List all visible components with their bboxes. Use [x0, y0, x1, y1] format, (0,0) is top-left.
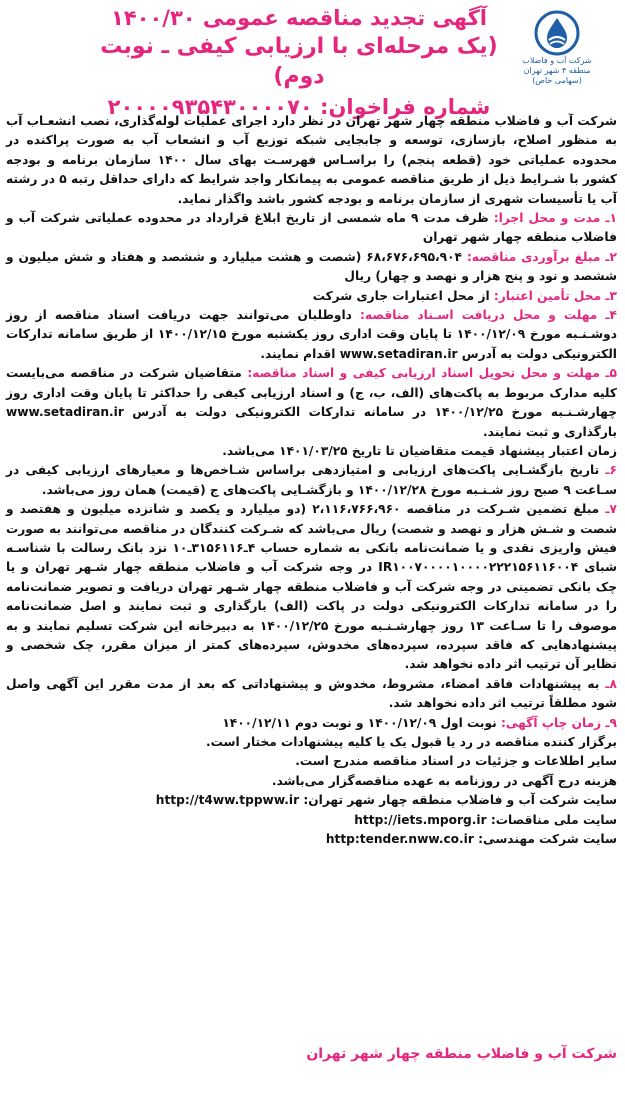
website-label: سایت شرکت آب و فاضلاب منطقه چهار شهر تهران: [299, 793, 617, 808]
website-line [6, 830, 617, 849]
section-7 [6, 500, 617, 675]
website-label: سایت ملی مناقصات: [486, 812, 617, 827]
website-label: سایت شرکت مهندسی: [473, 832, 617, 847]
section-tail: اقدام نمایند. [260, 346, 340, 361]
section-1 [6, 209, 617, 248]
closing-line: سایر اطلاعات و جزئیات در اسناد مناقصه مندرج است. [295, 754, 617, 769]
section-3 [6, 287, 617, 306]
section-2 [6, 248, 617, 287]
logo-line-region: منطقه ۴ شهر تهران [523, 66, 591, 75]
notice-title: آگهی تجدید مناقصه عمومی ۱۴۰۰/۳۰ [111, 6, 487, 30]
section-title: ۸ـ [599, 676, 617, 691]
call-number: شماره فراخوان: ۲۰۰۰۰۹۳۵۴۳۰۰۰۰۷۰ [107, 95, 491, 119]
website-url[interactable]: http://t4ww.tppww.ir [155, 793, 300, 808]
section-title: ۹ـ زمان چاپ آگهی: [496, 715, 617, 730]
section-body: به پیشنهادات فاقد امضاء، مشروط، مخدوش و پیشنهاداتی که بعد از مدت مقرر این آگهی واصل شود مطلقاً ترتیب اثر داده نخواهد شد. [6, 676, 617, 711]
section-title: ۳ـ محل تأمین اعتبار: [489, 288, 617, 303]
validity-text: زمان اعتبار پیشنهاد قیمت متقاضیان تا تاریخ ۱۴۰۱/۰۳/۲۵ می‌باشد. [222, 443, 617, 458]
section-6 [6, 461, 617, 500]
section-8 [6, 675, 617, 714]
website-url[interactable]: http://iets.mporg.ir [354, 812, 487, 827]
section-title: ۷ـ [599, 502, 617, 517]
website-line [6, 791, 617, 810]
section-9 [6, 714, 617, 733]
section-title: ۱ـ مدت و محل اجرا: [488, 211, 617, 226]
logo-line-type: (سهامی خاص) [532, 76, 582, 85]
section-body: متقاضیان شرکت در مناقصه می‌بایست کلیه مدارک مربوط به پاکت‌های (الف، ب، ج) و اسناد ارزیابی کیفی را حداکثر تا پایان وقت اداری روز چهارشـنـبه مورخ ۱۴۰۰/۱۲/۲۵ در سامانه تدارکات الکترونیکی دولت به آدرس [6, 366, 617, 420]
section-body: داوطلبان می‌توانند جهت دریافت اسناد مناقصه از روز دوشـنـبه مورخ ۱۴۰۰/۱۲/۰۹ تا پایان وقت اداری روز یکشنبه مورخ ۱۴۰۰/۱۲/۱۵ از طریق سامانه تدارکات الکترونیکی دولت به آدرس [6, 308, 617, 361]
setadiran-link[interactable]: www.setadiran.ir [339, 346, 458, 361]
setadiran-link[interactable]: www.setadiran.ir [6, 405, 124, 420]
company-logo [512, 10, 602, 102]
section-body: از محل اعتبارات جاری شرکت [312, 288, 490, 303]
intro-paragraph: شرکت آب و فاضلاب منطقه چهار شهر تهران در نظر دارد اجرای عملیات لوله‌گذاری، نصب انشعـاب آب به منظور اصلاح، بازسازی، توسعه و جابجایی شبکه توزیع آب و انشعاب آب به صورت پراکنده در محدوده عملیاتی خود (قطعه پنجم) را براسـاس فهرسـت بهای سال ۱۴۰۰ سازمان برنامه و بودجه کشور با شـرایط ذیل از طریق مناقصه عمومی به پیمانکار واجد شرایط که دارای حداقل رتبه ۵ در رشته آب یا تأسیسات شهری از سازمان برنامه و بودجه کشور باشد واگذار نماید. [6, 114, 618, 206]
title-block [90, 4, 508, 122]
section-title: ۶ـ [599, 463, 617, 478]
section-body: ۶۸،۶۷۶،۶۹۵،۹۰۴ (شصت و هشت میلیارد و ششصد و هفتاد و شش میلیون و ششصد و نود و پنج هزار و نهصد و چهار) ریال [6, 249, 617, 284]
section-body: مبلغ تضمین شـرکت در مناقصه ۲،۱۱۶،۷۶۶،۹۶۰ (دو میلیارد و یکصد و شانزده میلیون و هفتصد و شصت و شـش هزار و نهصد و شصت) ریال می‌باشد که شـرکت کنندگان در مناقصه می‌توانند به صورت فیش واریزی نقدی و یا ضمانت‌نامه بانکی به شماره حساب ۴ـ۳۱۵۶۱۱۶ـ۱۰ نزد بانک رسالت با شناسـه شبای IR۱۰۰۷۰۰۰۰۱۰۰۰۰۲۲۲۱۵۶۱۱۶۰۰۴ در وجه شرکت آب و فاضلاب منطقه چهار شـهر تهران و یا چک بانکی تضمینی در وجه شرکت آب و فاضلاب منطقه چهار شـهر تهران دریافت و تصویر ضمانت‌نامه را در سامانه تدارکات الکترونیکی دولت در پاکت (الف) بارگذاری و ثبت نمایند و اصل ضمانت‌نامه موصوف را تا سـاعت ۱۳ روز چهارشـنـبه مورخ ۱۴۰۰/۱۲/۲۵ به دبیرخانه این شرکت تسلیم نمایند و به پیشنهادهایی که فاقد سپرده، سپرده‌های مخدوش، سپرده‌های کمتر از میزان مقرر، چک شخصی و نظایر آن ترتیب اثر داده نخواهد شد. [6, 502, 618, 672]
website-url[interactable]: http:tender.nww.co.ir [325, 832, 474, 847]
section-body: نوبت اول ۱۴۰۰/۱۲/۰۹ و نوبت دوم ۱۴۰۰/۱۲/۱۱ [222, 715, 497, 730]
notice-subtitle: (یک مرحله‌ای با ارزیابی کیفی ـ نوبت دوم) [100, 34, 498, 89]
section-title: ۴ـ مهلت و محل دریافت اسـناد مناقصه: [351, 308, 617, 323]
closing-line: برگزار کننده مناقصه در رد یا قبول یک یا کلیه پیشنهادات مختار است. [205, 735, 617, 749]
logo-line-company: شرکت آب و فاضلاب [522, 56, 592, 65]
section-title: ۵ـ مهلت و محل تحویل اسناد ارزیابی کیفی و اسناد مناقصه: [241, 366, 617, 381]
website-line [6, 811, 617, 830]
validity-note [6, 442, 617, 461]
closing-line: هزینه درج آگهی در روزنامه به عهده مناقصه‌گزار می‌باشد. [271, 773, 617, 788]
section-body: ظرف مدت ۹ ماه شمسی از تاریخ ابلاغ قرارداد در محدوده عملیاتی شرکت آب و فاضلاب منطقه چهار شهر تهران [6, 211, 617, 245]
section-4 [6, 306, 617, 364]
company-signature: شرکت آب و فاضلاب منطقه چهار شهر تهران [306, 1046, 617, 1062]
notice-body [6, 112, 617, 849]
section-5 [6, 364, 617, 442]
water-drop-logo-icon [534, 10, 580, 56]
notice-header [0, 0, 625, 119]
section-body: تاریخ بازگشـایی پاکت‌های ارزیابی و امتیازدهی براساس شـاخص‌ها و معیارهای ارزیابی کیفی در سـاعت ۹ صبح روز شـنـبه مورخ ۱۴۰۰/۱۲/۲۸ و بازگشـایی پاکت‌های ج (قیمت) همان روز می‌باشد. [6, 463, 617, 497]
section-tail: بارگذاری و ثبت نمایند. [483, 424, 617, 439]
section-title: ۲ـ مبلغ برآوردی مناقصه: [461, 249, 617, 264]
